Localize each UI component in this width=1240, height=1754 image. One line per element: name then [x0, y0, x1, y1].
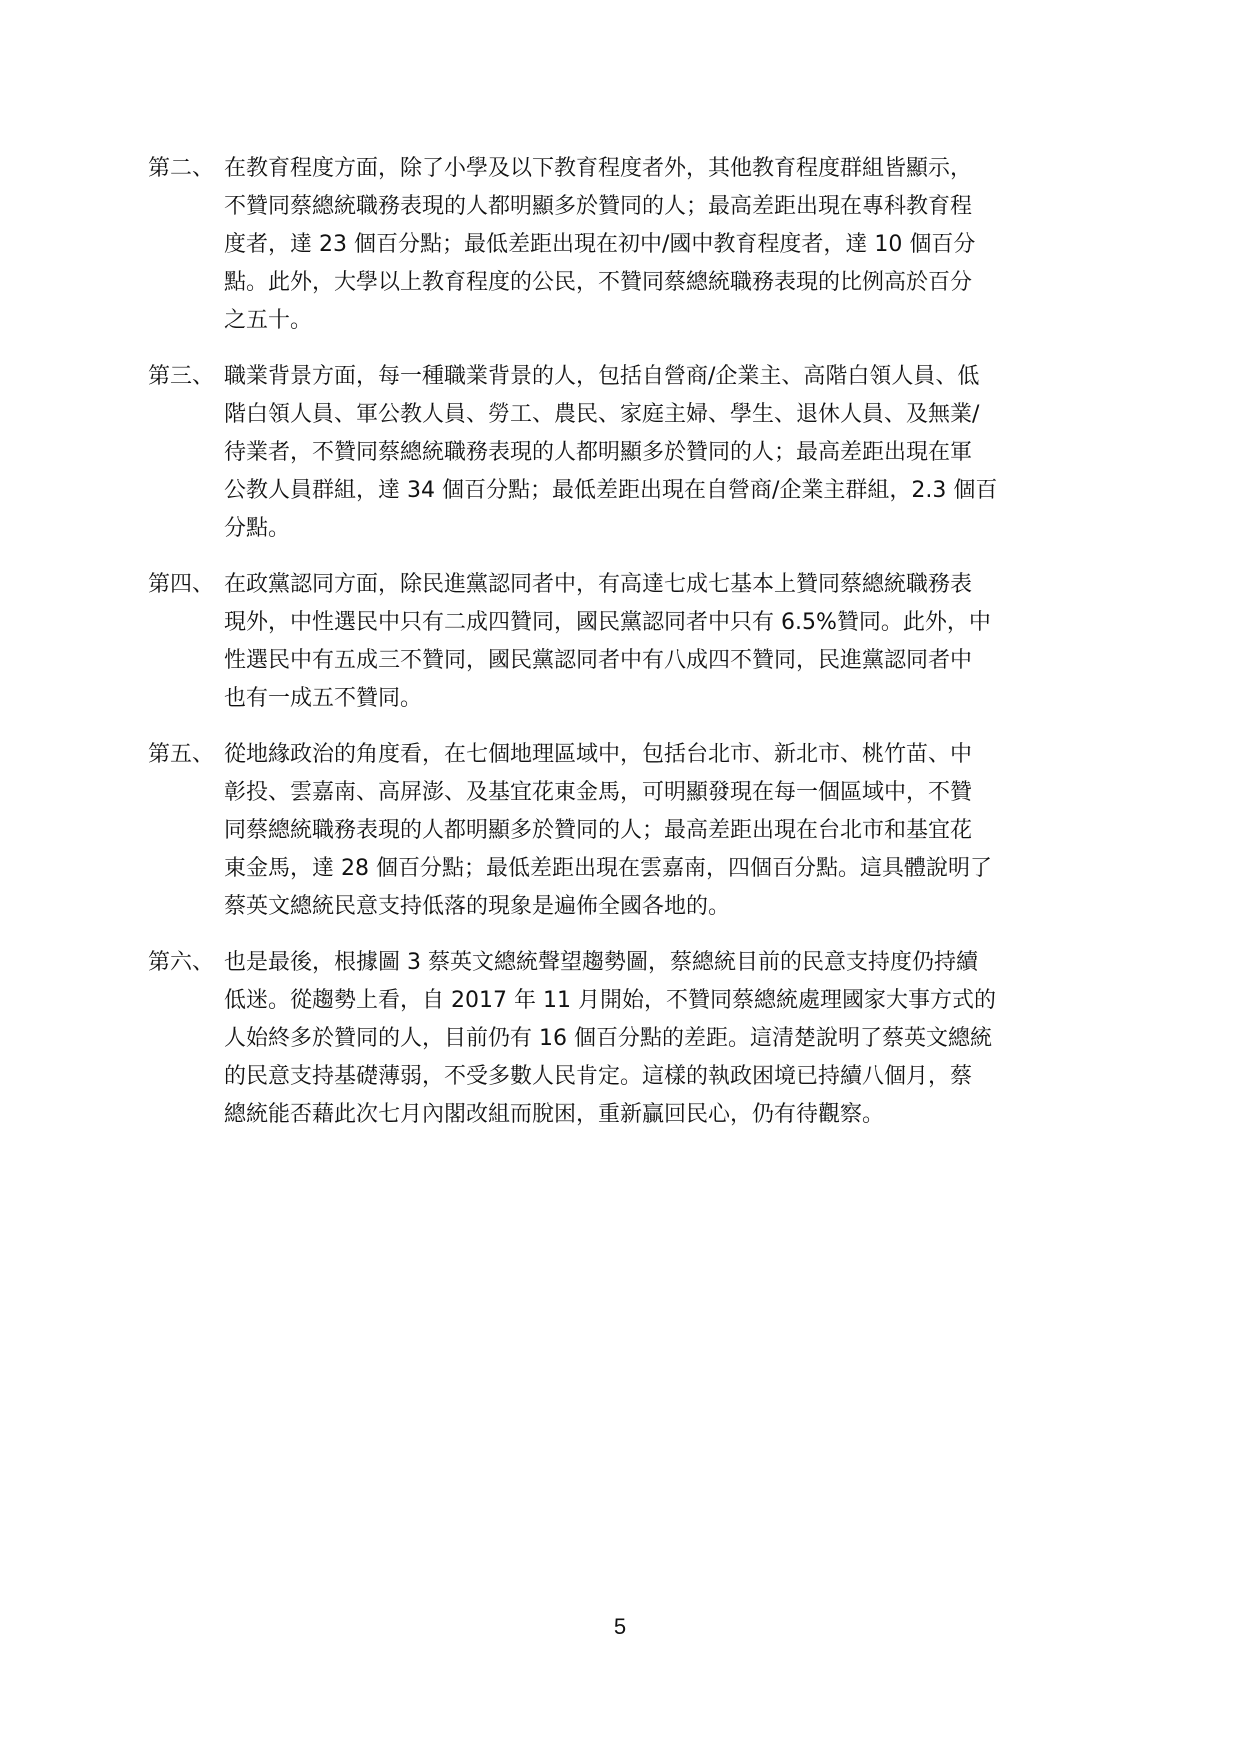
text-line: 不贊同蔡總統職務表現的人都明顯多於贊同的人；最高差距出現在專科教育程: [224, 194, 973, 219]
text-line: 現外，中性選民中只有二成四贊同，國民黨認同者中只有 6.5%贊同。此外，中: [224, 610, 991, 635]
document-body: [148, 150, 1083, 1152]
text-line: 同蔡總統職務表現的人都明顯多於贊同的人；最高差距出現在台北市和基宜花: [224, 818, 973, 843]
text-line: 分點。: [224, 516, 291, 541]
text-line: 待業者，不贊同蔡總統職務表現的人都明顯多於贊同的人；最高差距出現在軍: [224, 440, 973, 465]
text-line: 低迷。從趨勢上看，自 2017 年 11 月開始，不贊同蔡總統處理國家大事方式的: [224, 988, 996, 1013]
paragraph-fourth: [148, 566, 1083, 718]
text-line: 性選民中有五成三不贊同，國民黨認同者中有八成四不贊同，民進黨認同者中: [224, 648, 973, 673]
text-line: 之五十。: [224, 308, 313, 333]
text-line: 也是最後，根據圖 3 蔡英文總統聲望趨勢圖，蔡總統目前的民意支持度仍持續: [224, 950, 978, 975]
text-line: 蔡英文總統民意支持低落的現象是遍佈全國各地的。: [224, 894, 731, 919]
paragraph-fifth: [148, 736, 1083, 926]
paragraph-text: [224, 566, 1083, 718]
paragraph-marker: 第四、: [148, 572, 215, 597]
paragraph-marker: 第六、: [148, 950, 215, 975]
paragraph-marker: 第二、: [148, 156, 215, 181]
paragraph-sixth: [148, 944, 1083, 1134]
paragraph-text: [224, 358, 1083, 548]
paragraph-second: [148, 150, 1083, 340]
text-line: 從地緣政治的角度看，在七個地理區域中，包括台北市、新北市、桃竹苗、中: [224, 742, 973, 767]
text-line: 人始終多於贊同的人，目前仍有 16 個百分點的差距。這清楚說明了蔡英文總統: [224, 1026, 992, 1051]
text-line: 總統能否藉此次七月內閣改組而脫困，重新贏回民心，仍有待觀察。: [224, 1102, 885, 1127]
text-line: 也有一成五不贊同。: [224, 686, 423, 711]
page-number: 5: [613, 1614, 627, 1639]
text-line: 在教育程度方面，除了小學及以下教育程度者外，其他教育程度群組皆顯示，: [224, 156, 973, 181]
paragraph-marker: 第五、: [148, 742, 215, 767]
paragraph-text: [224, 944, 1083, 1134]
paragraph-text: [224, 150, 1083, 340]
text-line: 度者，達 23 個百分點；最低差距出現在初中/國中教育程度者，達 10 個百分: [224, 232, 976, 257]
paragraph-marker: 第三、: [148, 364, 215, 389]
text-line: 東金馬，達 28 個百分點；最低差距出現在雲嘉南，四個百分點。這具體說明了: [224, 856, 992, 881]
text-line: 公教人員群組，達 34 個百分點；最低差距出現在自營商/企業主群組，2.3 個百: [224, 478, 998, 503]
text-line: 點。此外，大學以上教育程度的公民，不贊同蔡總統職務表現的比例高於百分: [224, 270, 973, 295]
paragraph-text: [224, 736, 1083, 926]
text-line: 的民意支持基礎薄弱，不受多數人民肯定。這樣的執政困境已持續八個月，蔡: [224, 1064, 973, 1089]
text-line: 職業背景方面，每一種職業背景的人，包括自營商/企業主、高階白領人員、低: [224, 364, 980, 389]
text-line: 階白領人員、軍公教人員、勞工、農民、家庭主婦、學生、退休人員、及無業/: [224, 402, 980, 427]
paragraph-third: [148, 358, 1083, 548]
text-line: 彰投、雲嘉南、高屏澎、及基宜花東金馬，可明顯發現在每一個區域中，不贊: [224, 780, 973, 805]
text-line: 在政黨認同方面，除民進黨認同者中，有高達七成七基本上贊同蔡總統職務表: [224, 572, 973, 597]
